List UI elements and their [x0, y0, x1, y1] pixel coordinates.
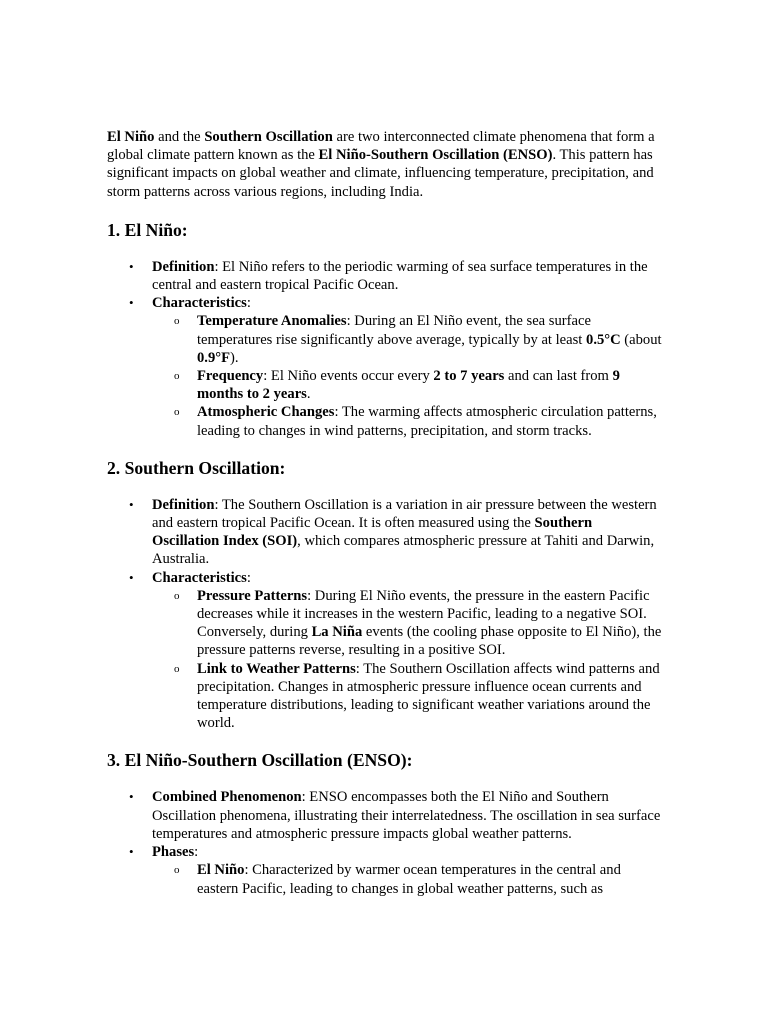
item-text: : [246, 569, 251, 586]
section-2-heading: 2. Southern Oscillation: [107, 457, 286, 478]
list-item [107, 569, 663, 733]
item-text: : El Niño refers to the periodic warming of sea surface temperatures in the central and eastern tropical Pacific Ocean. [152, 258, 648, 294]
item-label: Pressure Patterns [197, 587, 308, 604]
intro-text-3: . This pattern has significant impacts on global weather and climate, influencing temperature, precipitation, and storm patterns across various regions, including India. [107, 147, 654, 200]
section-spacer [107, 440, 663, 457]
bullet-icon: • [129, 258, 134, 274]
item-text: ). [230, 349, 239, 366]
item-text: (about [620, 331, 662, 348]
section-2-list [107, 496, 663, 733]
item-bold: Southern Oscillation Index (SOI) [152, 515, 593, 550]
item-text: : During an El Niño event, the sea surface temperatures rise significantly above average, typically by at least [197, 313, 591, 348]
item-text: : The warming affects atmospheric circulation patterns, leading to changes in wind patterns, precipitation, and storm tracks. [197, 404, 657, 439]
item-label: Characteristics [152, 295, 247, 312]
item-text: : [246, 295, 251, 312]
sublist-item [152, 660, 663, 733]
item-label: Characteristics [152, 569, 247, 586]
item-label: Atmospheric Changes [197, 404, 335, 421]
item-bold: La Niña [311, 624, 363, 641]
item-bold: 2 to 7 years [433, 368, 505, 385]
document-body [107, 128, 663, 898]
section-1-heading: 1. El Niño: [107, 219, 188, 240]
sublist-item [152, 861, 663, 897]
bullet-icon: • [129, 496, 134, 512]
sublist [152, 861, 663, 897]
item-bold: 0.9°F [197, 349, 230, 366]
bullet-icon: • [129, 789, 134, 805]
item-label: El Niño [197, 862, 245, 879]
circle-bullet-icon: o [174, 589, 180, 602]
item-text: : The Southern Oscillation affects wind patterns and precipitation. Changes in atmospheric pressure influence ocean currents and temperature distributions, leading to significant weather variations around the world. [197, 660, 660, 732]
circle-bullet-icon: o [174, 406, 180, 419]
list-item [107, 258, 663, 294]
item-text: : ENSO encompasses both the El Niño and Southern Oscillation phenomena, illustrating their interrelatedness. The oscillation in sea surface temperatures and atmospheric pressure impacts global weather patterns. [152, 789, 661, 842]
section-3-heading: 3. El Niño-Southern Oscillation (ENSO): [107, 750, 413, 771]
item-text: , which compares atmospheric pressure at Tahiti and Darwin, Australia. [152, 533, 655, 568]
item-text: : During El Niño events, the pressure in the eastern Pacific decreases while it increases in the western Pacific, leading to a negative SOI. Conversely, during [197, 587, 650, 641]
sublist-item [152, 587, 663, 660]
item-bold: 0.5°C [586, 331, 621, 348]
item-text: and can last from [504, 368, 613, 385]
item-text: : El Niño events occur every [263, 368, 434, 385]
section-spacer [107, 732, 663, 749]
intro-bold-el-nino: El Niño [107, 129, 155, 145]
item-label: Definition [152, 258, 215, 275]
item-text: : The Southern Oscillation is a variation in air pressure between the western and eastern tropical Pacific Ocean. It is often measured using the [152, 496, 657, 532]
item-text: events (the cooling phase opposite to El Niño), the pressure patterns reverse, resulting in a positive SOI. [197, 624, 662, 659]
circle-bullet-icon: o [174, 315, 180, 328]
intro-bold-enso: El Niño-Southern Oscillation (ENSO) [318, 147, 553, 164]
circle-bullet-icon: o [174, 370, 180, 383]
item-label: Definition [152, 496, 215, 513]
sublist-item [152, 367, 663, 403]
item-text: . [306, 386, 311, 403]
bullet-icon: • [129, 844, 134, 860]
intro-text-1: and the [154, 129, 205, 145]
sublist-item [152, 312, 663, 367]
item-label: Temperature Anomalies [197, 313, 347, 330]
intro-bold-southern-oscillation: Southern Oscillation [204, 129, 333, 145]
list-item [107, 843, 663, 898]
bullet-icon: • [129, 295, 134, 311]
sublist [152, 587, 663, 733]
list-item [107, 788, 663, 843]
item-bold: 9 months to 2 years [197, 368, 620, 403]
section-3-list [107, 788, 663, 897]
bullet-icon: • [129, 569, 134, 585]
intro-text-2: are two interconnected climate phenomena that form a global climate pattern known as the [107, 129, 655, 164]
item-label: Phases [152, 844, 195, 861]
sublist-item [152, 403, 663, 439]
circle-bullet-icon: o [174, 662, 180, 675]
item-label: Combined Phenomenon [152, 789, 302, 806]
sublist [152, 312, 663, 439]
circle-bullet-icon: o [174, 864, 180, 877]
list-item [107, 294, 663, 440]
item-text: : [194, 844, 199, 861]
intro-paragraph [107, 128, 663, 201]
list-item [107, 496, 663, 569]
item-label: Link to Weather Patterns [197, 660, 356, 677]
section-1-list [107, 258, 663, 440]
item-label: Frequency [197, 368, 264, 385]
item-text: : Characterized by warmer ocean temperatures in the central and eastern Pacific, leading to changes in global weather patterns, such as [197, 862, 621, 897]
